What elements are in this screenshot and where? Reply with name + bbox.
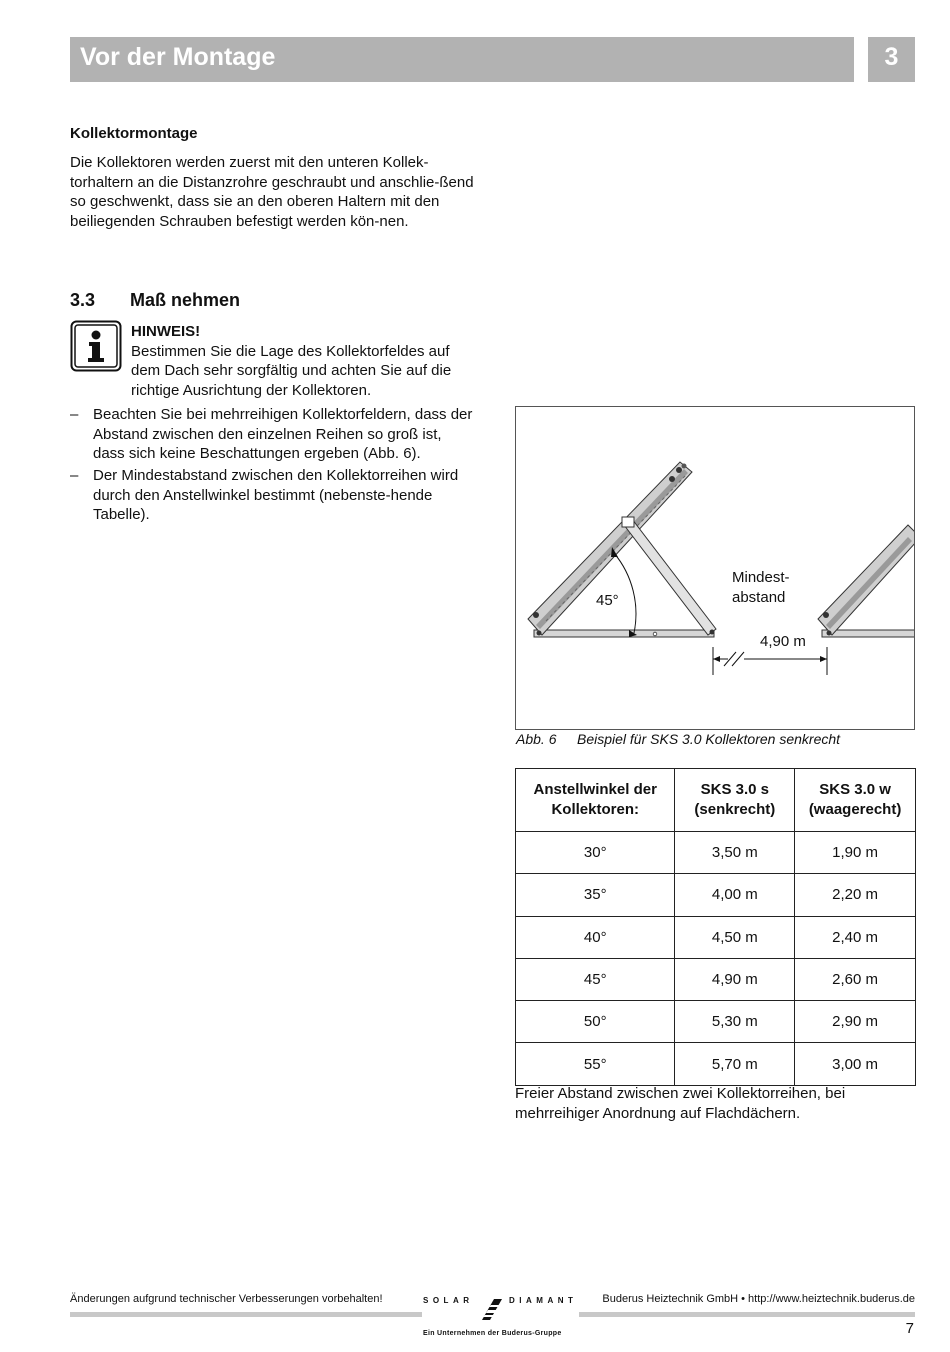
header-sks-s: SKS 3.0 s (senkrecht) <box>675 769 795 832</box>
distance-table <box>515 768 916 1086</box>
cell-sks-s: 3,50 m <box>675 832 795 874</box>
cell-sks-w: 2,60 m <box>795 958 916 1000</box>
intro-paragraph: Die Kollektoren werden zuerst mit den unteren Kollek-torhaltern an die Distanzrohre geschraubt und anschlie-ßend so geschwenkt, dass sie an den oberen Haltern mit den beiliegenden Schrauben befestigt werden kön-nen. <box>70 154 474 230</box>
bullet-list <box>70 405 475 528</box>
notice-label: HINWEIS! <box>131 323 201 340</box>
solar-diamant-logo-icon <box>478 1296 506 1324</box>
intro-section <box>70 124 475 231</box>
footer-company: Buderus Heiztechnik GmbH • http://www.heiztechnik.buderus.de <box>602 1293 915 1305</box>
info-icon <box>70 320 122 372</box>
footer-rule-right <box>579 1312 915 1317</box>
cell-angle: 40° <box>516 916 675 958</box>
table-note: Freier Abstand zwischen zwei Kollektorreihen, bei mehrreihiger Anordnung auf Flachdächern. <box>515 1085 846 1122</box>
figure-collector-spacing <box>515 406 915 730</box>
chapter-number: 3 <box>884 43 899 71</box>
cell-angle: 45° <box>516 958 675 1000</box>
cell-angle: 30° <box>516 832 675 874</box>
cell-sks-w: 3,00 m <box>795 1043 916 1085</box>
cell-sks-w: 2,20 m <box>795 874 916 916</box>
cell-sks-w: 1,90 m <box>795 832 916 874</box>
figure-caption <box>516 731 840 747</box>
section-number: 3.3 <box>70 290 96 310</box>
footer-disclaimer: Änderungen aufgrund technischer Verbesserungen vorbehalten! <box>70 1293 383 1305</box>
cell-angle: 35° <box>516 874 675 916</box>
cell-sks-s: 4,00 m <box>675 874 795 916</box>
chapter-box <box>868 37 915 82</box>
angle-label: 45° <box>596 592 619 609</box>
table-row <box>516 1001 916 1043</box>
table-row <box>516 832 916 874</box>
notice <box>131 322 476 400</box>
bullet-dash: – <box>70 467 79 485</box>
cell-sks-s: 4,50 m <box>675 916 795 958</box>
bullet-text: Der Mindestabstand zwischen den Kollektorreihen wird durch den Anstellwinkel bestimmt (nebenste-hende Tabelle). <box>93 467 459 524</box>
header-angle: Anstellwinkel der Kollektoren: <box>516 769 675 832</box>
logo-text-diamant: DIAMANT <box>509 1296 578 1305</box>
distance-label-line2: abstand <box>732 589 786 606</box>
bullet-dash: – <box>70 406 79 423</box>
list-item <box>70 405 475 464</box>
section-title: Maß nehmen <box>130 290 241 310</box>
notice-text: Bestimmen Sie die Lage des Kollektorfeldes auf dem Dach sehr sorgfältig und achten Sie auf die richtige Ausrichtung der Kollektoren. <box>131 342 452 399</box>
table-row <box>516 916 916 958</box>
collector-diagram <box>516 407 915 730</box>
footer-rule-left <box>70 1312 422 1317</box>
header-sks-w: SKS 3.0 w (waagerecht) <box>795 769 916 832</box>
logo-text-solar: SOLAR <box>423 1296 474 1305</box>
header-bar <box>70 37 854 82</box>
logo-subtitle: Ein Unternehmen der Buderus-Gruppe <box>423 1330 562 1337</box>
cell-sks-s: 5,30 m <box>675 1001 795 1043</box>
distance-label-line1: Mindest- <box>732 569 790 586</box>
section-heading <box>70 290 240 311</box>
distance-value: 4,90 m <box>760 633 806 650</box>
page-title: Vor der Montage <box>80 43 276 71</box>
table-row <box>516 1043 916 1085</box>
cell-angle: 50° <box>516 1001 675 1043</box>
bullet-text: Beachten Sie bei mehrreihigen Kollektorfeldern, dass der Abstand zwischen den einzelnen Reihen so groß ist, dass sich keine Beschattungen ergeben (Abb. 6). <box>93 406 473 463</box>
cell-sks-s: 4,90 m <box>675 958 795 1000</box>
cell-angle: 55° <box>516 1043 675 1085</box>
table-row <box>516 958 916 1000</box>
subheading-kollektormontage: Kollektormontage <box>70 125 198 142</box>
page-number: 7 <box>905 1320 914 1337</box>
table-header-row <box>516 769 916 832</box>
table-row <box>516 874 916 916</box>
caption-text: Beispiel für SKS 3.0 Kollektoren senkrecht <box>577 731 841 747</box>
cell-sks-w: 2,90 m <box>795 1001 916 1043</box>
cell-sks-w: 2,40 m <box>795 916 916 958</box>
caption-number: Abb. 6 <box>516 731 557 747</box>
cell-sks-s: 5,70 m <box>675 1043 795 1085</box>
list-item <box>70 466 475 525</box>
